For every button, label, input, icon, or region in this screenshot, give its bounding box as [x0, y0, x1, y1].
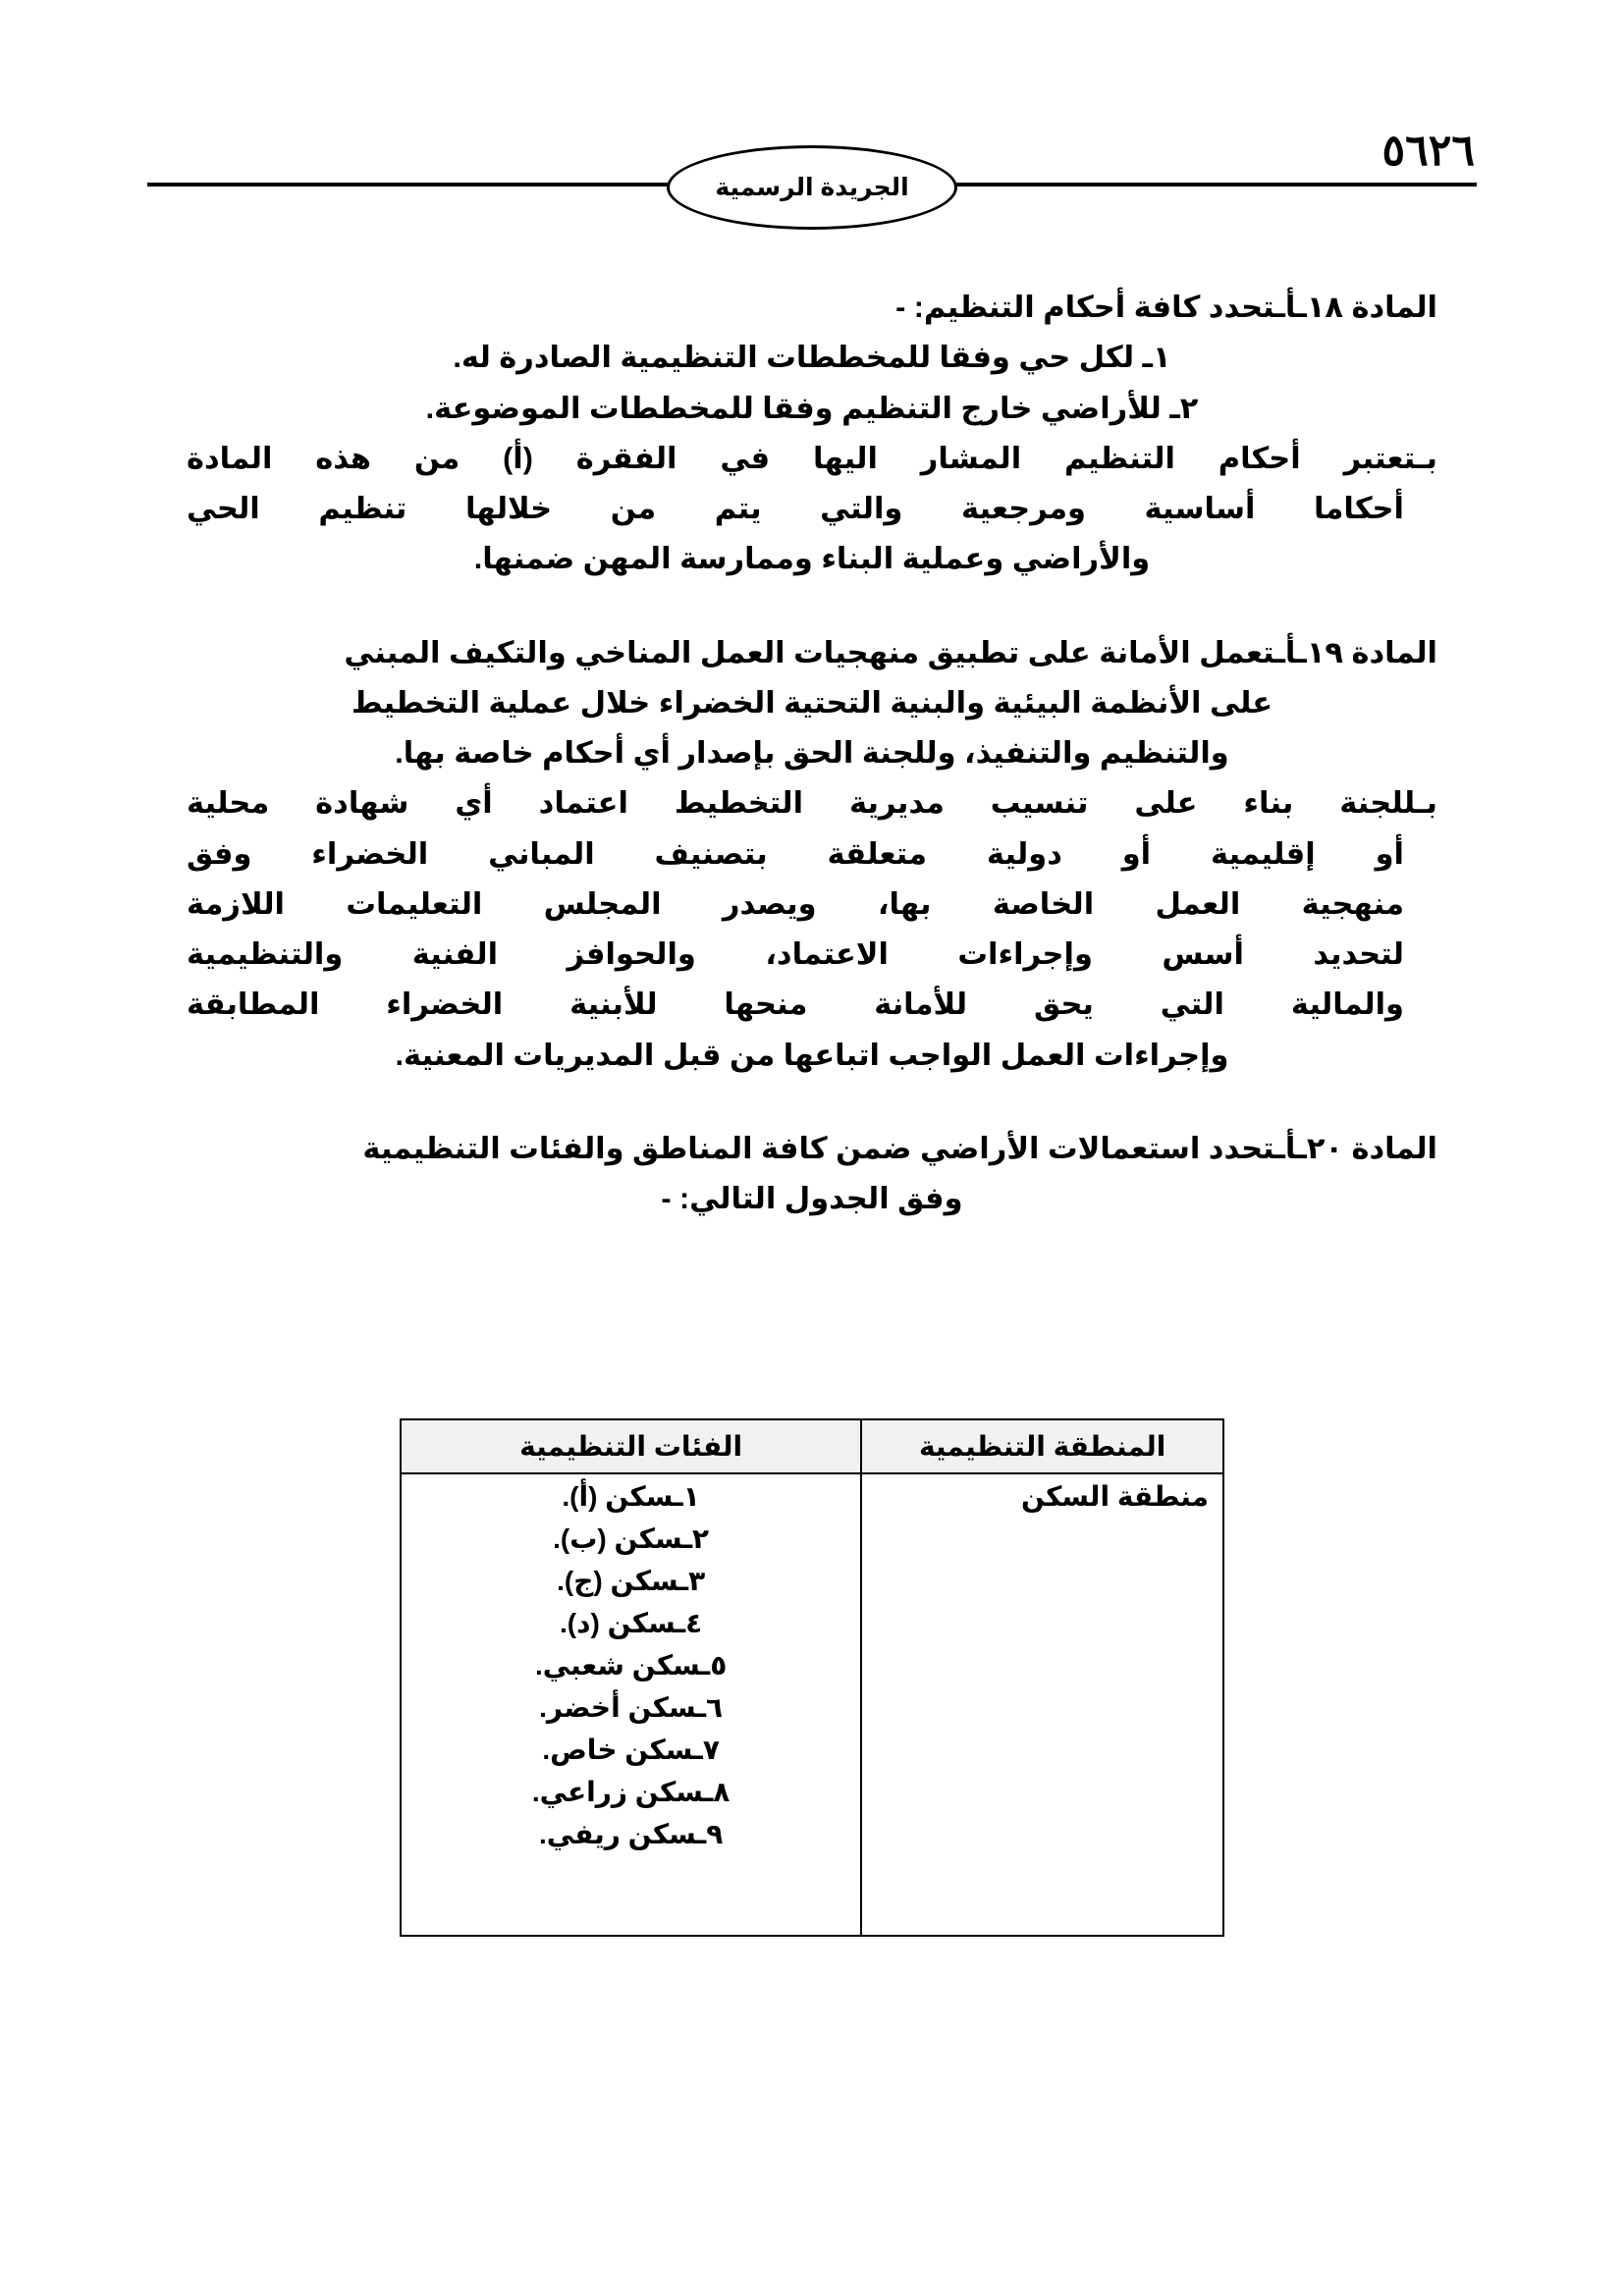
category-item: ٨ـسكن زراعي.: [531, 1777, 731, 1807]
category-item: ٦ـسكن أخضر.: [539, 1692, 724, 1723]
category-item: ٥ـسكن شعبي.: [534, 1650, 728, 1681]
category-item: ٩ـسكن ريفي.: [538, 1819, 724, 1849]
article-19-clause-b-line-5: والمالية التي يحق للأمانة منحها للأبنية الخضراء المطابقة: [187, 988, 1404, 1022]
article-18-clause-b-line-1: بـتعتبر أحكام التنظيم المشار اليها في الفقرة (أ) من هذه المادة: [187, 441, 1437, 475]
article-18-item-2: ٢ـ للأراضي خارج التنظيم وفقا للمخططات الموضوعة.: [425, 391, 1199, 425]
table-row: [401, 1473, 1223, 1936]
article-18-item-1: ١ـ لكل حي وفقا للمخططات التنظيمية الصادرة له.: [453, 341, 1171, 375]
article-19-clause-b-line-1: بـللجنة بناء على تنسيب مديرية التخطيط اعتماد أي شهادة محلية: [187, 786, 1437, 821]
zoning-table-wrapper: [0, 1418, 1624, 1937]
article-19-lead-line-2: على الأنظمة البيئية والبنية التحتية الخضراء خلال عملية التخطيط: [351, 685, 1273, 720]
category-item: ٢ـسكن (ب).: [553, 1523, 710, 1554]
article-19-lead-line-3: والتنظيم والتنفيذ، وللجنة الحق بإصدار أي أحكام خاصة بها.: [395, 736, 1229, 771]
gazette-title-oval: [667, 145, 957, 230]
category-item: ٧ـسكن خاص.: [542, 1735, 720, 1765]
table-header-row: [401, 1419, 1223, 1473]
article-20-lead-line-1: المادة ٢٠ـأـتحدد استعمالات الأراضي ضمن كافة المناطق والفئات التنظيمية: [362, 1131, 1437, 1165]
category-item: ١ـسكن (أ).: [562, 1481, 700, 1512]
table-header-zone: المنطقة التنظيمية: [861, 1419, 1223, 1473]
article-18-clause-b-line-2: أحكاما أساسية ومرجعية والتي يتم من خلالها تنظيم الحي: [187, 492, 1404, 526]
article-19-lead-line-1: المادة ١٩ـأـتعمل الأمانة على تطبيق منهجيات العمل المناخي والتكيف المبني: [344, 635, 1437, 669]
article-19-clause-b-line-6: وإجراءات العمل الواجب اتباعها من قبل المديريات المعنية.: [395, 1038, 1229, 1072]
spacer-1: [187, 587, 1437, 630]
category-item: ٤ـسكن (د).: [560, 1608, 703, 1638]
zoning-table-head: [401, 1419, 1223, 1473]
gazette-title: الجريدة الرسمية: [715, 174, 909, 201]
table-header-categories: الفئات التنظيمية: [401, 1419, 861, 1473]
document-body: [187, 285, 1437, 1227]
table-cell-spacer: [415, 1860, 846, 1929]
article-19-clause-b-line-2: أو إقليمية أو دولية متعلقة بتصنيف المباني الخضراء وفق: [187, 836, 1404, 871]
article-18-clause-b-line-3: والأراضي وعملية البناء وممارسة المهن ضمنها.: [473, 542, 1151, 576]
article-20-lead-line-2: وفق الجدول التالي: -: [661, 1182, 963, 1216]
table-cell-categories: [401, 1473, 861, 1936]
article-18-lead: المادة ١٨ـأـتحدد كافة أحكام التنظيم: -: [895, 291, 1437, 324]
zoning-table-body: [401, 1473, 1223, 1936]
table-cell-zone: منطقة السكن: [861, 1473, 1223, 1936]
category-item: ٣ـسكن (ج).: [557, 1566, 706, 1596]
zoning-table: [400, 1418, 1224, 1937]
article-19-clause-b-line-3: منهجية العمل الخاصة بها، ويصدر المجلس التعليمات اللازمة: [187, 886, 1404, 921]
article-19-clause-b-line-4: لتحديد أسس وإجراءات الاعتماد، والحوافز الفنية والتنظيمية: [187, 937, 1404, 972]
page-number: ٥٦٢٦: [1381, 127, 1475, 175]
spacer-2: [187, 1083, 1437, 1126]
